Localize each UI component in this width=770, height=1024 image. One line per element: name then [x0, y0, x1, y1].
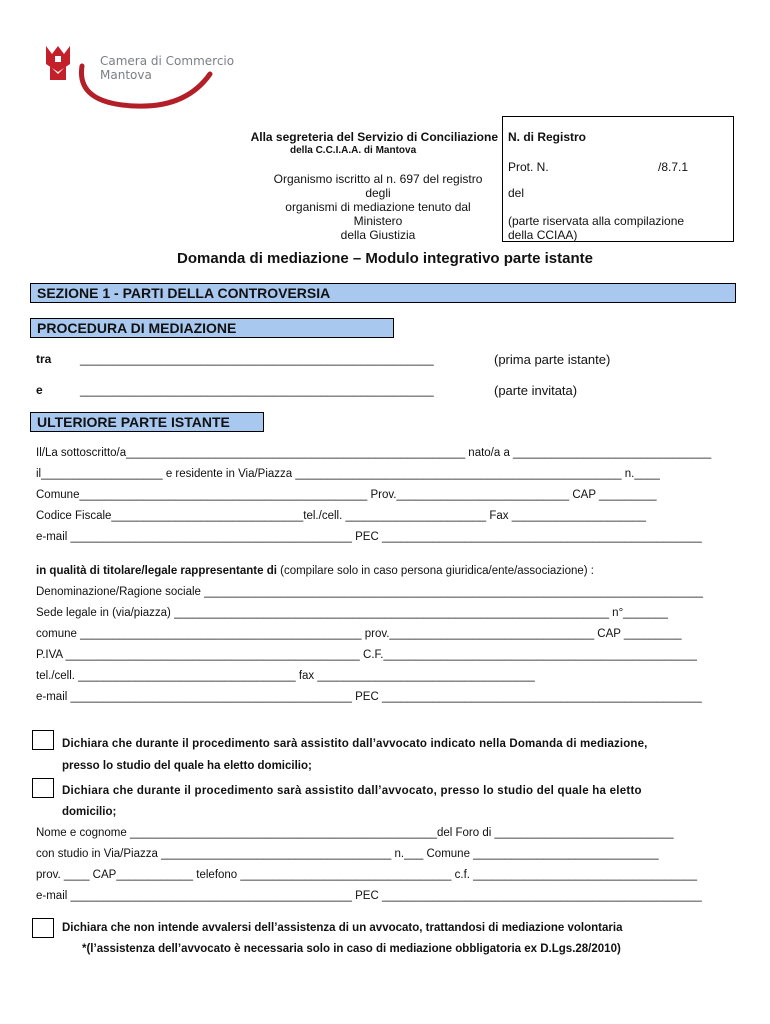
registry-date-label: del: [508, 186, 525, 200]
first-party-note: (prima parte istante): [494, 352, 611, 367]
registry-note-line-1: (parte riservata alla compilazione: [508, 214, 685, 228]
registry-note: [508, 214, 684, 242]
capacity-line: [36, 565, 594, 577]
form-title: Domanda di mediazione – Modulo integrativo parte istante: [177, 250, 593, 267]
logo-line-2: Mantova: [100, 68, 152, 82]
company-email-pec-field[interactable]: e-mail ____________________________________________ PEC __________________________________________________: [36, 691, 702, 703]
capacity-bold: in qualità di titolare/legale rappresentante di: [36, 565, 277, 577]
registry-note-line-2: della CCIAA): [508, 228, 578, 242]
organism-line-2: organismi di mediazione tenuto dal Ministero: [285, 200, 471, 228]
option-2-checkbox[interactable]: [32, 778, 54, 798]
lawyer-name-field[interactable]: Nome e cognome ________________________________________________del Foro di ____________________________: [36, 827, 674, 839]
company-name-field[interactable]: Denominazione/Ragione sociale ______________________________________________________________________________: [36, 586, 703, 598]
registered-office-field[interactable]: Sede legale in (via/piazza) ____________________________________________________________________ n°_______: [36, 607, 668, 619]
logo-line-1: Camera di Commercio: [100, 54, 235, 68]
option-2-text-line-1: Dichiara che durante il procedimento sarà assistito dall’avvocato, presso lo studio del quale ha eletto: [62, 785, 642, 797]
organism-line-3: della Giustizia: [340, 228, 416, 242]
option-3-text-line-2: *(l’assistenza dell’avvocato è necessaria solo in caso di mediazione obbligatoria ex D.Lgs.28/2010): [82, 943, 621, 955]
protocol-label: Prot. N.: [508, 160, 549, 174]
section-1-header: SEZIONE 1 - PARTI DELLA CONTROVERSIA: [30, 283, 736, 303]
procedure-header: PROCEDURA DI MEDIAZIONE: [30, 318, 394, 338]
lawyer-email-pec-field[interactable]: e-mail ____________________________________________ PEC __________________________________________________: [36, 890, 702, 902]
invited-party-note: (parte invitata): [494, 383, 578, 398]
vat-cf-field[interactable]: P.IVA ______________________________________________ C.F._________________________________________________: [36, 649, 697, 661]
protocol-suffix: /8.7.1: [658, 160, 689, 174]
municipality-field[interactable]: Comune_____________________________________________ Prov.___________________________ CAP _________: [36, 489, 657, 501]
company-phone-fax-field[interactable]: tel./cell. __________________________________ fax __________________________________: [36, 670, 535, 682]
lawyer-contacts-field[interactable]: prov. ____ CAP____________ telefono _________________________________ c.f. ___________________________________: [36, 869, 698, 881]
chamber-logo-icon: [44, 44, 72, 82]
tra-label: tra: [36, 352, 52, 366]
logo-swoosh-icon: [76, 60, 216, 112]
option-3-text-line-1: Dichiara che non intende avvalersi dell’assistenza di un avvocato, trattandosi di mediazione volontaria: [62, 922, 623, 934]
first-party-field[interactable]: _____________________________________________________: [80, 352, 434, 366]
addressee-line-1: Alla segreteria del Servizio di Conciliazione: [250, 130, 498, 144]
company-municipality-field[interactable]: comune ____________________________________________ prov.________________________________ CAP _________: [36, 628, 682, 640]
invited-party-field[interactable]: _____________________________________________________: [80, 383, 434, 397]
further-party-header: ULTERIORE PARTE ISTANTE: [30, 412, 264, 432]
email-pec-field[interactable]: e-mail ____________________________________________ PEC __________________________________________________: [36, 531, 702, 543]
capacity-note: (compilare solo in caso persona giuridica/ente/associazione) :: [280, 565, 594, 577]
option-1-text-line-2: presso lo studio del quale ha eletto domicilio;: [62, 760, 312, 772]
undersigned-field[interactable]: Il/La sottoscritto/a_____________________________________________________ nato/a a _______________________________: [36, 447, 712, 459]
addressee-line-2: della C.C.I.A.A. di Mantova: [290, 145, 417, 156]
organism-note: [262, 172, 494, 242]
option-3-checkbox[interactable]: [32, 918, 54, 938]
tax-code-field[interactable]: Codice Fiscale______________________________tel./cell. ______________________ Fax _____________________: [36, 510, 647, 522]
organism-line-1: Organismo iscritto al n. 697 del registro degli: [273, 172, 483, 200]
option-2-text-line-2: domicilio;: [62, 806, 117, 818]
birth-residence-field[interactable]: il___________________ e residente in Via/Piazza ___________________________________________________ n.____: [36, 468, 660, 480]
option-1-text-line-1: Dichiara che durante il procedimento sarà assistito dall’avvocato indicato nella Domanda di mediazione,: [62, 738, 648, 750]
registry-title: N. di Registro: [508, 130, 587, 144]
lawyer-office-field[interactable]: con studio in Via/Piazza ____________________________________ n.___ Comune _____________________________: [36, 848, 659, 860]
option-1-checkbox[interactable]: [32, 730, 54, 750]
e-label: e: [36, 383, 43, 397]
